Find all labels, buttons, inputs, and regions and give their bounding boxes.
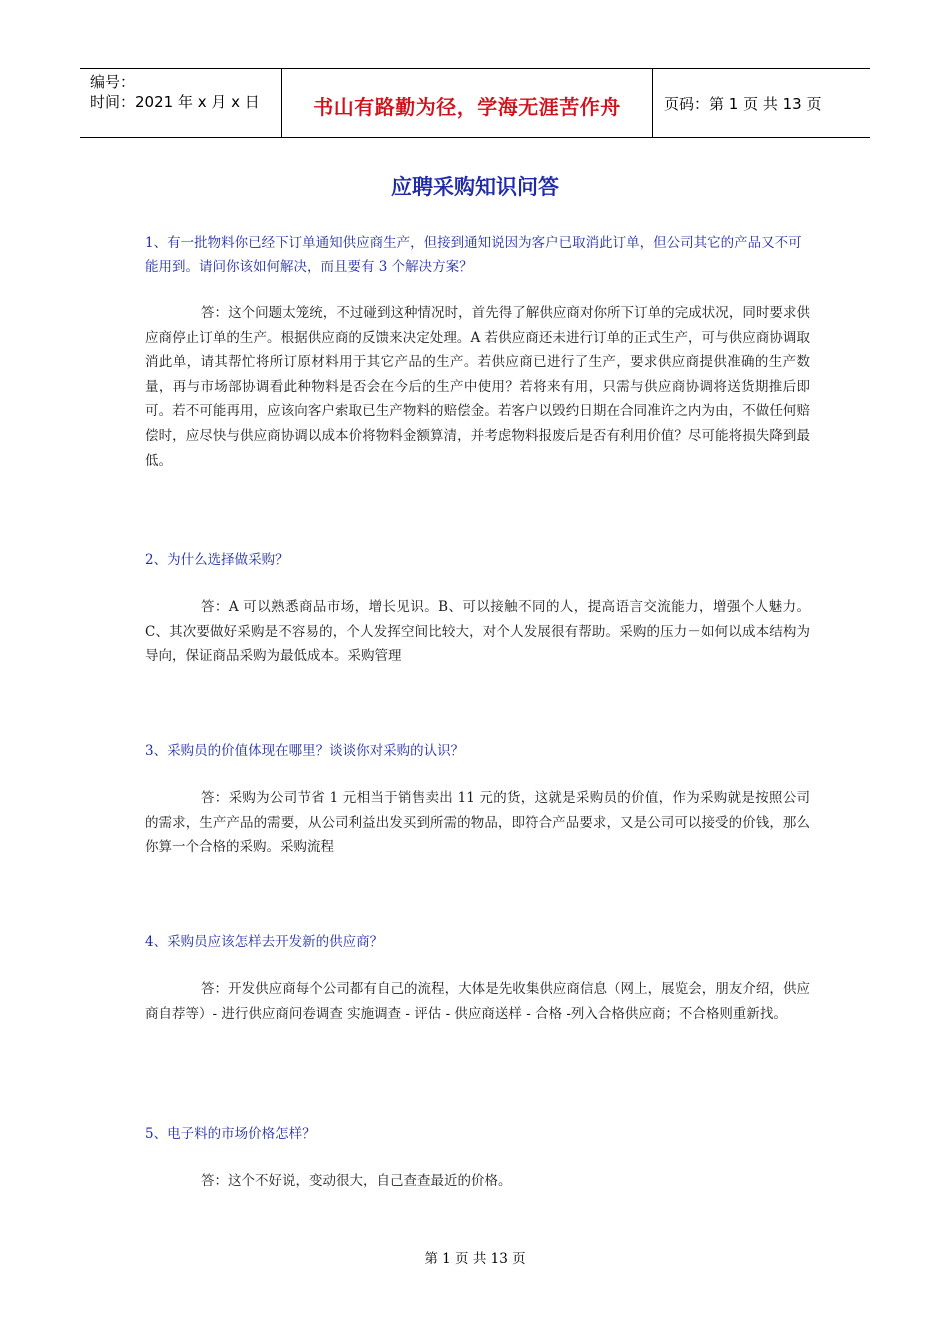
question-2: 2、为什么选择做采购？ xyxy=(145,552,289,568)
answer-4: 答：开发供应商每个公司都有自己的流程，大体是先收集供应商信息（网上，展览会，朋友介绍，供应商自荐等）- 进行供应商问卷调查 实施调查 - 评估 - 供应商送样 - 合格 -列入合格供应商；不合格则重新找。 xyxy=(145,981,810,1022)
motto: 书山有路勤为径，学海无涯苦作舟 xyxy=(313,95,621,119)
answer-3: 答：采购为公司节省 1 元相当于销售卖出 11 元的货，这就是采购员的价值，作为采购就是按照公司的需求，生产产品的需要，从公司利益出发买到所需的物品，即符合产品要求，又是公司可以接受的价钱，那么你算一个合格的采购。采购流程 xyxy=(145,790,810,856)
answer-1: 答：这个问题太笼统，不过碰到这种情况时，首先得了解供应商对你所下订单的完成状况，同时要求供应商停止订单的生产。根据供应商的反馈来决定处理。A 若供应商还未进行订单的正式生产，可与供应商协调取消此单，请其帮忙将所订原材料用于其它产品的生产。若供应商已进行了生产，要求供应商提供准确的生产数量，再与市场部协调看此种物料是否会在今后的生产中使用？若将来有用，只需与供应商协调将送货期推后即可。若不可能再用，应该向客户索取已生产物料的赔偿金。若客户以毁约日期在合同准许之内为由，不做任何赔偿时，应尽快与供应商协调以成本价将物料金额算清，并考虑物料报废后是否有利用价值？尽可能将损失降到最低。 xyxy=(145,305,810,469)
question-3: 3、采购员的价值体现在哪里？谈谈你对采购的认识？ xyxy=(145,743,465,759)
question-5: 5、电子料的市场价格怎样？ xyxy=(145,1126,316,1142)
header-right-cell xyxy=(652,69,870,137)
page-footer: 第 1 页 共 13 页 xyxy=(424,1251,526,1267)
question-1: 1、有一批物料你已经下订单通知供应商生产，但接到通知说因为客户已取消此订单，但公司其它的产品又不可能用到。请问你该如何解决，而且要有 3 个解决方案？ xyxy=(145,235,802,275)
answer-5: 答：这个不好说，变动很大，自己查查最近的价格。 xyxy=(201,1173,512,1189)
header-left-cell xyxy=(80,69,280,137)
page-label: 页码：第 1 页 共 13 页 xyxy=(664,95,822,113)
header-center-cell xyxy=(281,69,653,137)
answer-2: 答：A 可以熟悉商品市场，增长见识。B、可以接触不同的人，提高语言交流能力，增强个人魅力。C、其次要做好采购是不容易的，个人发挥空间比较大，对个人发展很有帮助。采购的压力－如何以成本结构为导向，保证商品采购为最低成本。采购管理 xyxy=(145,599,810,665)
date-label: 时间：2021 年 x 月 x 日 xyxy=(90,93,260,111)
document-title: 应聘采购知识问答 xyxy=(391,175,559,199)
question-4: 4、采购员应该怎样去开发新的供应商？ xyxy=(145,934,384,950)
header-table xyxy=(80,68,870,138)
number-label: 编号： xyxy=(90,73,136,91)
